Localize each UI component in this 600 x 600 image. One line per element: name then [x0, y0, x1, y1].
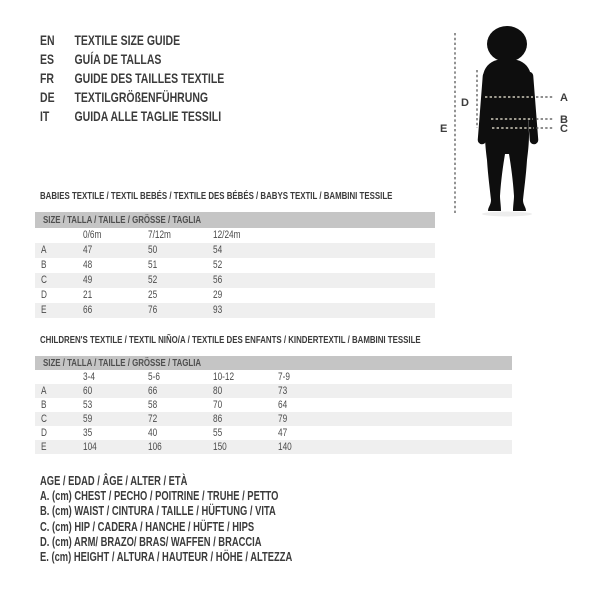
column-header: 5-6 [148, 371, 160, 383]
table-cell: 50 [148, 244, 158, 256]
spacer-cell [35, 228, 83, 243]
table-row [35, 426, 512, 440]
table-row [35, 273, 435, 288]
legend-age-line: AGE / EDAD / ÂGE / ALTER / ETÀ [40, 474, 188, 488]
children-size-table [35, 356, 512, 454]
table-cell: 52 [148, 274, 158, 286]
row-label: C [41, 274, 47, 286]
table-cell: 40 [148, 427, 158, 439]
column-header: 12/24m [213, 229, 241, 241]
language-label: TEXTILGRÖßENFÜHRUNG [74, 89, 209, 105]
language-label: TEXTILE SIZE GUIDE [74, 32, 181, 48]
table-cell: 64 [278, 399, 288, 411]
row-label: D [41, 289, 47, 301]
table-cell: 29 [213, 289, 223, 301]
language-list [40, 31, 286, 126]
table-cell: 49 [83, 274, 93, 286]
table-cell: 21 [83, 289, 93, 301]
table-row [35, 384, 512, 398]
language-row [40, 69, 224, 88]
child-silhouette [482, 26, 534, 211]
table-row [35, 398, 512, 412]
language-label: GUIDA ALLE TAGLIE TESSILI [74, 108, 222, 124]
language-label: GUIDE DES TAILLES TEXTILE [74, 70, 225, 86]
table-cell: 47 [83, 244, 93, 256]
language-row [40, 88, 224, 107]
table-cell: 35 [83, 427, 93, 439]
legend-height-line: E. (cm) HEIGHT / ALTURA / HAUTEUR / HÖHE / ALTEZZA [40, 549, 293, 564]
table-cell: 60 [83, 385, 93, 397]
language-row [40, 50, 224, 69]
table-cell: 52 [213, 259, 223, 271]
legend-chest-line: A. (cm) CHEST / PECHO / POITRINE / TRUHE / PETTO [40, 489, 279, 504]
label-chest-a: A [560, 92, 568, 104]
label-waist-b: B [560, 114, 568, 126]
table-cell: 140 [278, 441, 292, 453]
label-arm-d: D [461, 97, 469, 109]
babies-column-header-row [35, 228, 435, 243]
row-label: A [41, 244, 47, 256]
table-row [35, 288, 435, 303]
table-cell: 86 [213, 413, 223, 425]
babies-section-title: BABIES TEXTILE / TEXTIL BEBÉS / TEXTILE DES BÉBÉS / BABYS TEXTIL / BAMBINI TESSILE [40, 190, 393, 202]
language-row [40, 107, 224, 126]
column-header: 7-9 [278, 371, 290, 383]
table-cell: 59 [83, 413, 93, 425]
table-cell: 66 [83, 304, 93, 316]
language-code: ES [40, 51, 55, 67]
table-cell: 25 [148, 289, 158, 301]
table-cell: 58 [148, 399, 158, 411]
table-cell: 51 [148, 259, 158, 271]
table-cell: 48 [83, 259, 93, 271]
table-cell: 150 [213, 441, 227, 453]
row-label: E [41, 441, 47, 453]
table-cell: 70 [213, 399, 223, 411]
column-header: 7/12m [148, 229, 171, 241]
language-label: GUÍA DE TALLAS [74, 51, 162, 67]
table-cell: 66 [148, 385, 158, 397]
table-cell: 76 [148, 304, 158, 316]
language-row [40, 31, 224, 50]
table-row [35, 440, 512, 454]
babies-size-table [35, 212, 435, 318]
language-code: DE [40, 89, 55, 105]
legend-waist-line: B. (cm) WAIST / CINTURA / TAILLE / HÜFTUNG / VITA [40, 504, 276, 519]
label-hip-c: C [560, 123, 568, 135]
legend-hip-line: C. (cm) HIP / CADERA / HANCHE / HÜFTE / HIPS [40, 519, 255, 534]
language-code: EN [40, 32, 55, 48]
row-label: B [41, 399, 47, 411]
row-label: E [41, 304, 47, 316]
table-cell: 55 [213, 427, 223, 439]
table-cell: 72 [148, 413, 158, 425]
children-section-title: CHILDREN'S TEXTILE / TEXTIL NIÑO/A / TEXTILE DES ENFANTS / KINDERTEXTIL / BAMBINI TESSILE [40, 334, 421, 346]
row-label: D [41, 427, 47, 439]
table-cell: 73 [278, 385, 288, 397]
table-cell: 93 [213, 304, 223, 316]
table-row [35, 303, 435, 318]
row-label: B [41, 259, 47, 271]
legend-arm-line: D. (cm) ARM/ BRAZO/ BRAS/ WAFFEN / BRACCIA [40, 534, 262, 549]
language-code: FR [40, 70, 55, 86]
table-row [35, 258, 435, 273]
spacer-cell [35, 370, 83, 384]
table-cell: 56 [213, 274, 223, 286]
column-header: 10-12 [213, 371, 235, 383]
table-cell: 54 [213, 244, 223, 256]
row-label: C [41, 413, 47, 425]
table-cell: 106 [148, 441, 162, 453]
label-height-e: E [440, 123, 448, 135]
column-header: 3-4 [83, 371, 95, 383]
babies-size-header: SIZE / TALLA / TAILLE / GRÖSSE / TAGLIA [35, 212, 435, 228]
table-cell: 53 [83, 399, 93, 411]
table-cell: 104 [83, 441, 97, 453]
column-header: 0/6m [83, 229, 102, 241]
row-label: A [41, 385, 47, 397]
language-code: IT [40, 108, 50, 124]
table-cell: 80 [213, 385, 223, 397]
measurement-legend [40, 474, 376, 565]
children-size-header: SIZE / TALLA / TAILLE / GRÖSSE / TAGLIA [35, 356, 512, 370]
table-row [35, 243, 435, 258]
table-cell: 79 [278, 413, 288, 425]
table-row [35, 412, 512, 426]
foot-shadow [482, 212, 532, 217]
children-column-header-row [35, 370, 512, 384]
table-cell: 47 [278, 427, 288, 439]
child-measurement-diagram [440, 17, 600, 219]
